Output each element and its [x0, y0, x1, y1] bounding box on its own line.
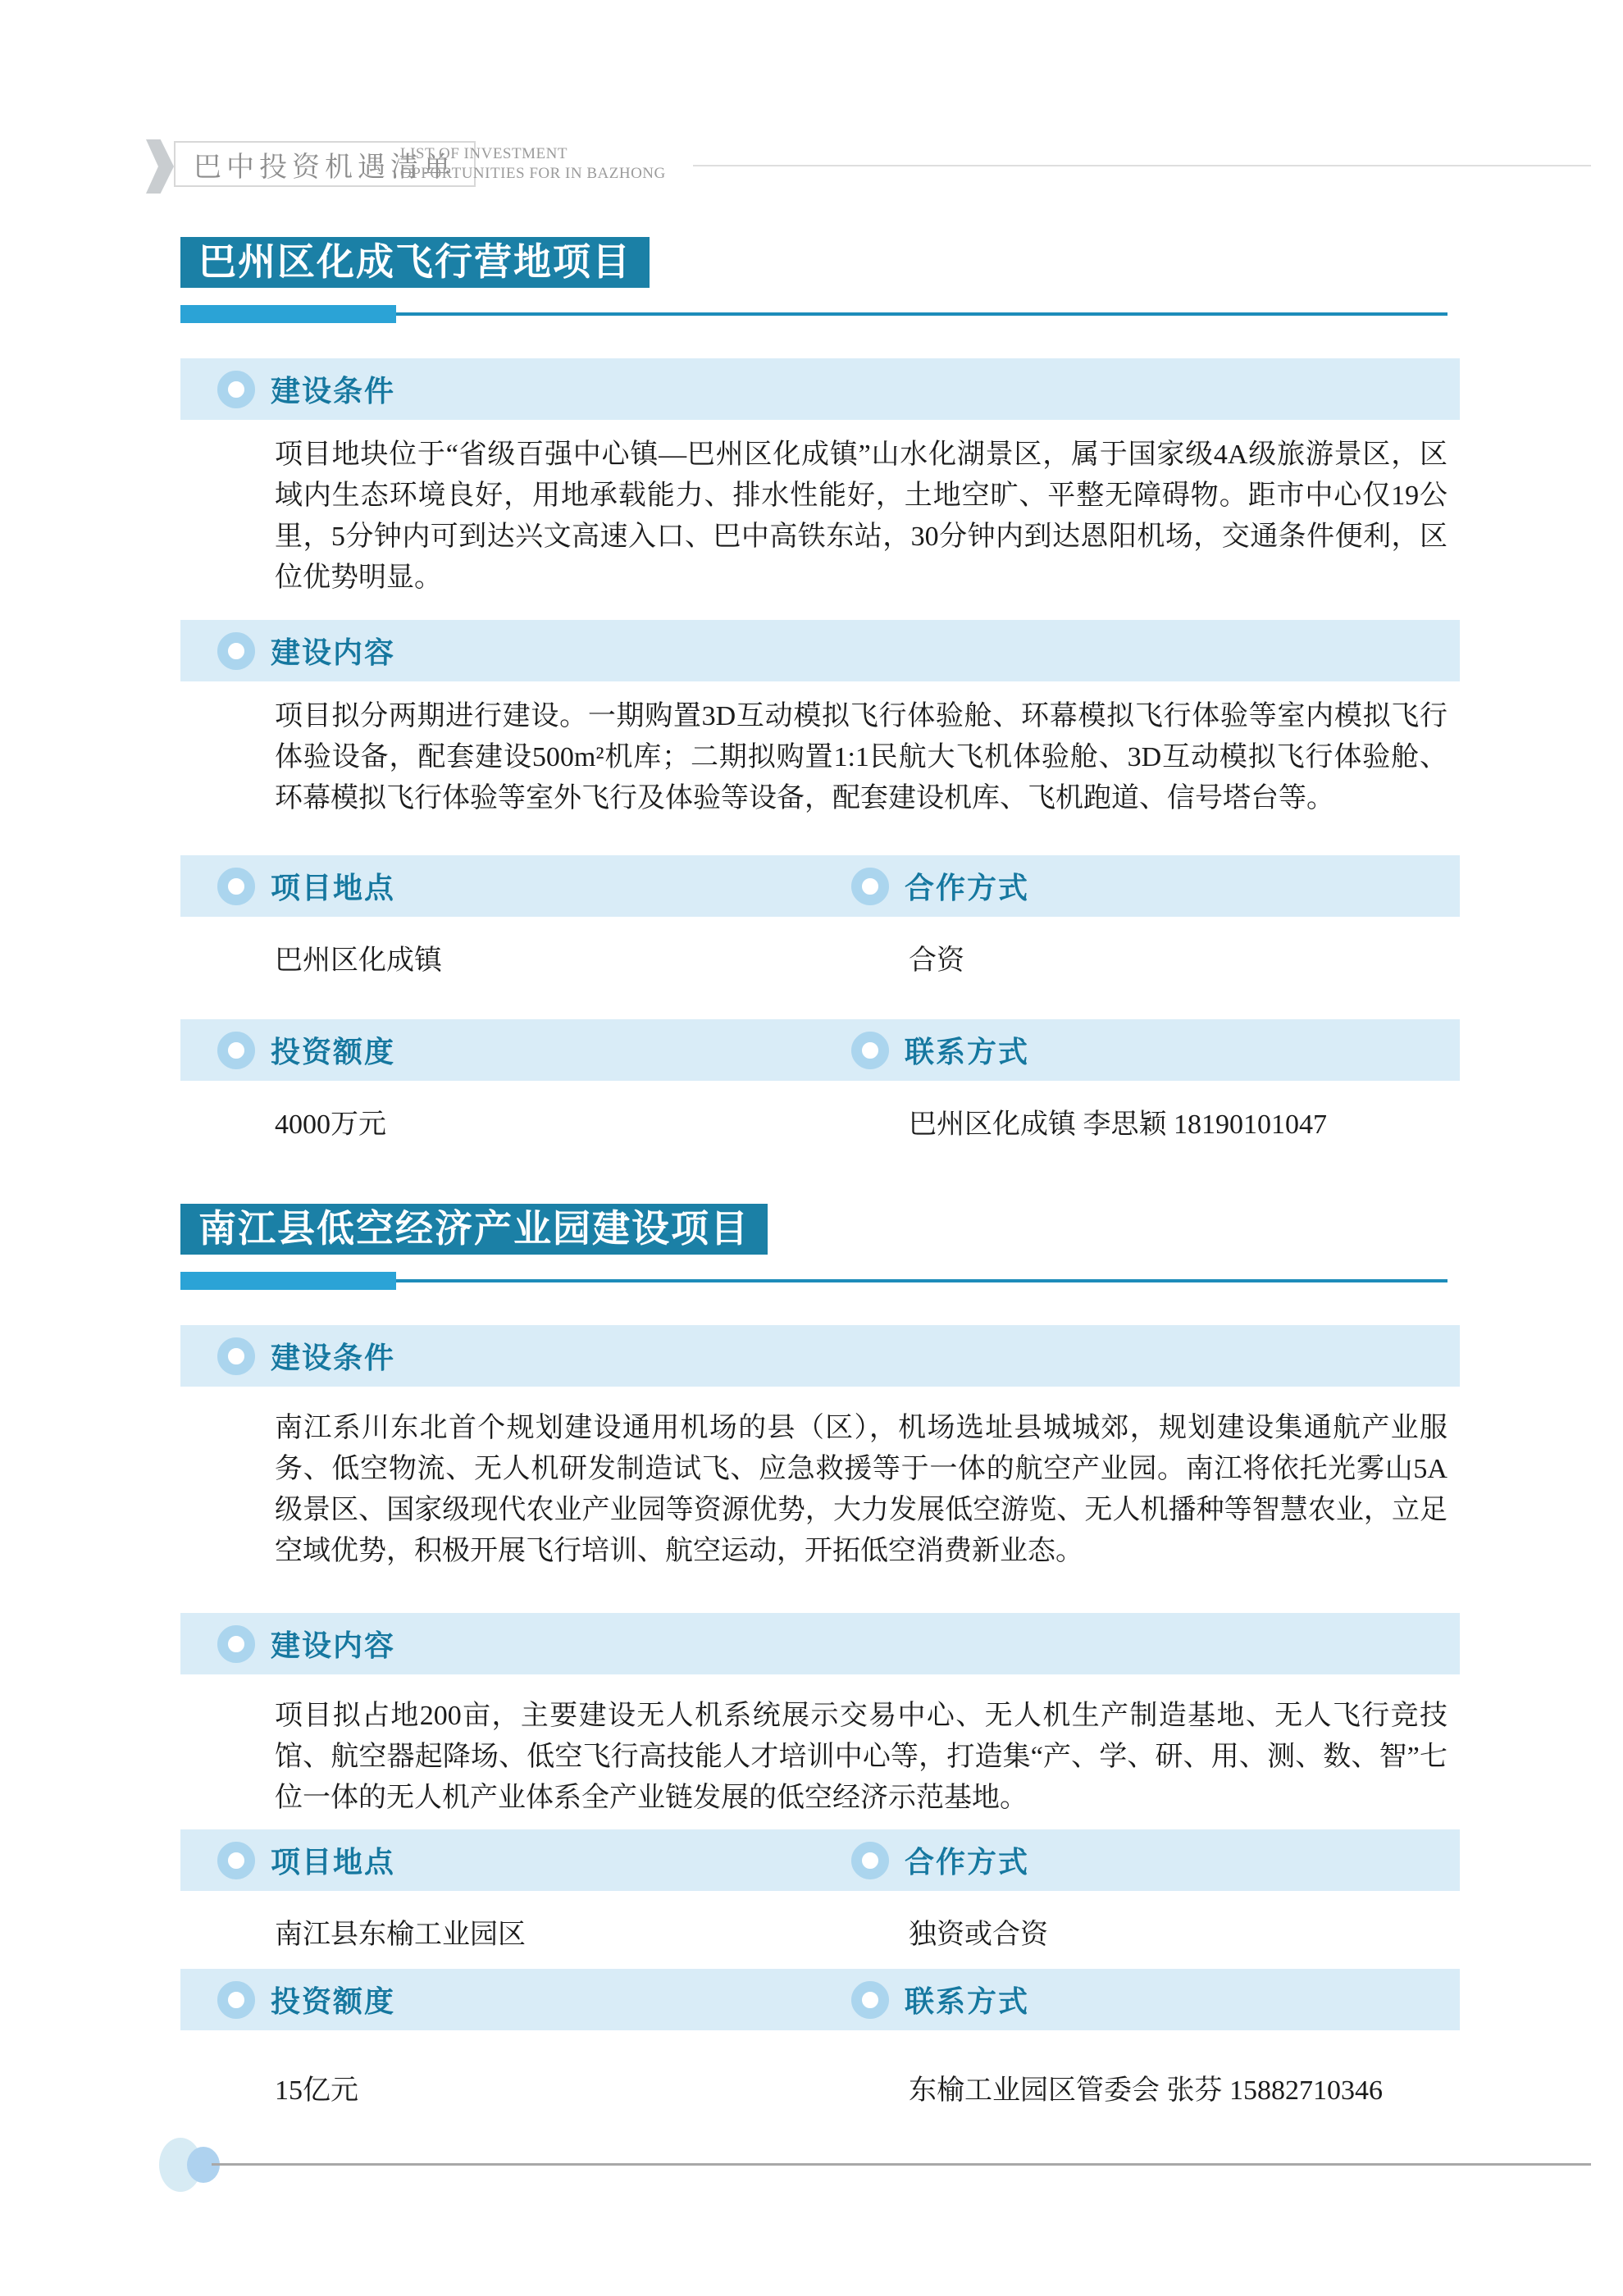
investment-label-cell — [180, 1029, 814, 1071]
circle-bullet-icon — [217, 868, 255, 905]
location-cooperation-label-bar — [180, 855, 1460, 917]
location-label-cell — [180, 865, 814, 907]
location-value: 南江县东榆工业园区 — [275, 1920, 526, 1950]
contact-label-cell — [814, 1029, 1460, 1071]
contact-label: 联系方式 — [905, 1036, 1030, 1068]
circle-bullet-icon — [217, 1842, 255, 1879]
circle-bullet-icon — [851, 1032, 889, 1069]
circle-bullet-icon — [217, 1337, 255, 1375]
conditions-label: 建设条件 — [271, 375, 396, 408]
circle-bullet-icon — [217, 371, 255, 408]
conditions-label-bar — [180, 1325, 1460, 1387]
circle-bullet-icon — [217, 1981, 255, 2019]
header-title-en-line2: OPPORTUNITIES FOR IN BAZHONG — [400, 165, 666, 182]
location-cooperation-values — [180, 1916, 1460, 1955]
project-section-2 — [180, 1145, 1460, 2111]
accent-block — [180, 305, 396, 323]
section-title: 南江县低空经济产业园建设项目 — [180, 1204, 768, 1255]
investment-contact-label-bar — [180, 1969, 1460, 2030]
title-underline — [180, 1272, 1460, 1290]
location-label-cell — [180, 1839, 814, 1881]
investment-value: 4000万元 — [275, 1109, 386, 1140]
investment-value: 15亿元 — [275, 2075, 358, 2106]
circle-bullet-icon — [851, 1981, 889, 2019]
investment-label-cell — [180, 1979, 814, 2020]
contact-value: 东榆工业园区管委会 张芬 15882710346 — [909, 2075, 1383, 2106]
cooperation-label-cell — [814, 1839, 1460, 1881]
investment-contact-values — [180, 1105, 1460, 1145]
content-label: 建设内容 — [271, 1629, 396, 1662]
content-label-bar — [180, 1613, 1460, 1674]
content-paragraph: 项目拟占地200亩，主要建设无人机系统展示交易中心、无人机生产制造基地、无人飞行竞技馆、航空器起降场、低空飞行高技能人才培训中心等，打造集“产、学、研、用、测、数、智”七位一体的无人机产业体系全产业链发展的低空经济示范基地。 — [275, 1701, 1447, 1813]
cooperation-value: 独资或合资 — [909, 1920, 1048, 1950]
location-value: 巴州区化成镇 — [275, 945, 442, 976]
accent-line — [396, 1279, 1447, 1282]
conditions-paragraph: 南江系川东北首个规划建设通用机场的县（区），机场选址县城城郊，规划建设集通航产业服务、低空物流、无人机研发制造试飞、应急救援等于一体的航空产业园。南江将依托光雾山5A级景区、国家级现代农业产业园等资源优势，大力发展低空游览、无人机播种等智慧农业，立足空域优势，积极开展飞行培训、航空运动，开拓低空消费新业态。 — [275, 1413, 1447, 1566]
circle-bullet-icon — [217, 1032, 255, 1069]
accent-block — [180, 1272, 396, 1290]
cooperation-value: 合资 — [909, 945, 964, 976]
content-label-bar — [180, 620, 1460, 681]
investment-label: 投资额度 — [271, 1985, 396, 2018]
circle-bullet-icon — [851, 868, 889, 905]
circle-bullet-icon — [217, 632, 255, 670]
circle-bullet-icon — [851, 1842, 889, 1879]
accent-line — [396, 312, 1447, 316]
cooperation-label: 合作方式 — [905, 1846, 1030, 1879]
conditions-label-bar — [180, 358, 1460, 420]
title-underline — [180, 305, 1460, 323]
footer-rule — [212, 2163, 1591, 2166]
chevron-right-icon — [146, 139, 174, 194]
conditions-paragraph: 项目地块位于“省级百强中心镇—巴州区化成镇”山水化湖景区，属于国家级4A级旅游景区，区域内生态环境良好，用地承载能力、排水性能好，土地空旷、平整无障碍物。距市中心仅19公里，5分钟内可到达兴文高速入口、巴中高铁东站，30分钟内到达恩阳机场，交通条件便利，区位优势明显。 — [275, 440, 1447, 593]
location-cooperation-label-bar — [180, 1829, 1460, 1891]
location-cooperation-values — [180, 941, 1460, 981]
investment-label: 投资额度 — [271, 1036, 396, 1068]
conditions-label: 建设条件 — [271, 1342, 396, 1374]
location-label: 项目地点 — [271, 872, 396, 904]
header-title-cn: 巴中投资机遇清单 — [194, 152, 456, 183]
content-label: 建设内容 — [271, 636, 396, 669]
content-column — [180, 0, 1460, 2111]
contact-value: 巴州区化成镇 李思颖 18190101047 — [909, 1109, 1327, 1140]
cooperation-label-cell — [814, 865, 1460, 907]
contact-label-cell — [814, 1979, 1460, 2020]
page-footer — [0, 2136, 1623, 2202]
header-title-en-line1: LIST OF INVESTMENT — [400, 145, 568, 162]
investment-contact-label-bar — [180, 1019, 1460, 1081]
contact-label: 联系方式 — [905, 1985, 1030, 2018]
location-label: 项目地点 — [271, 1846, 396, 1879]
section-title: 巴州区化成飞行营地项目 — [180, 237, 650, 288]
project-section-1 — [180, 237, 1460, 1145]
investment-contact-values — [180, 2071, 1460, 2111]
content-paragraph: 项目拟分两期进行建设。一期购置3D互动模拟飞行体验舱、环幕模拟飞行体验等室内模拟飞行体验设备，配套建设500m²机库；二期拟购置1:1民航大飞机体验舱、3D互动模拟飞行体验舱、环幕模拟飞行体验等室外飞行及体验等设备，配套建设机库、飞机跑道、信号塔台等。 — [275, 701, 1447, 813]
cooperation-label: 合作方式 — [905, 872, 1030, 904]
circle-bullet-icon — [217, 1625, 255, 1663]
